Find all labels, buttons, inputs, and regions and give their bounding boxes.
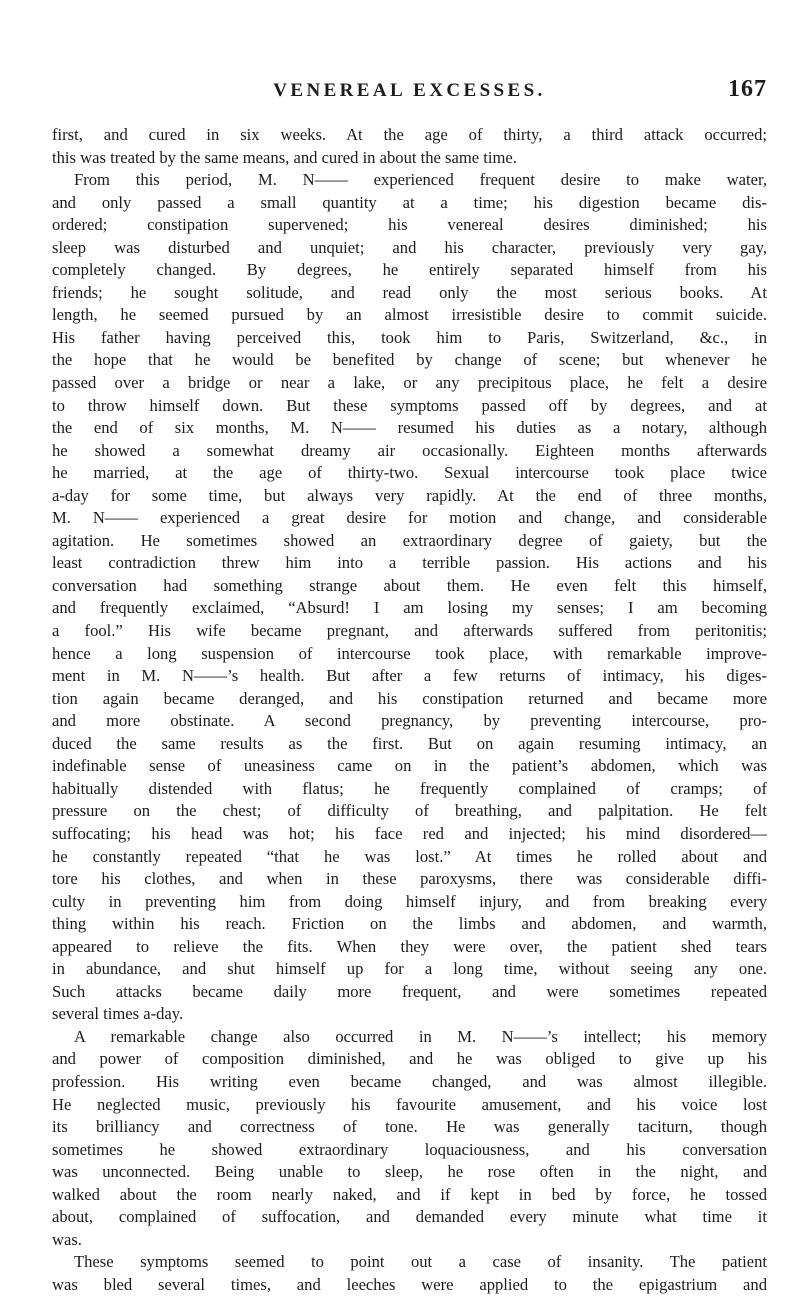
text-line: appeared to relieve the fits. When they were over, the patient shed tears — [52, 936, 767, 956]
text-line: habitually distended with flatus; he frequently complained of cramps; of — [52, 778, 767, 798]
text-line: and only passed a small quantity at a time; his digestion became dis- — [52, 192, 767, 212]
text-line: length, he seemed pursued by an almost irresistible desire to commit suicide. — [52, 305, 767, 325]
text-line: a-day for some time, but always very rapidly. At the end of three months, — [52, 485, 767, 505]
text-line: suffocating; his head was hot; his face red and injected; his mind disordered— — [52, 823, 767, 843]
text-line: and power of composition diminished, and he was obliged to give up his — [52, 1049, 767, 1069]
text-line: several times a-day. — [52, 1004, 184, 1024]
text-line: He neglected music, previously his favourite amusement, and his voice lost — [52, 1094, 767, 1114]
text-line: to throw himself down. But these symptoms passed off by degrees, and at — [52, 395, 767, 415]
text-line: the hope that he would be benefited by change of scene; but whenever he — [52, 350, 767, 370]
text-line: about, complained of suffocation, and demanded every minute what time it — [52, 1207, 767, 1227]
text-line: hence a long suspension of intercourse took place, with remarkable improve- — [52, 643, 767, 663]
text-line: first, and cured in six weeks. At the age of thirty, a third attack occurred; — [52, 125, 767, 144]
text-line: and more obstinate. A second pregnancy, by preventing intercourse, pro- — [52, 711, 767, 731]
text-line: tore his clothes, and when in these paroxysms, there was considerable diffi- — [52, 869, 767, 889]
text-line: M. N—— experienced a great desire for motion and change, and considerable — [52, 508, 767, 528]
text-line: culty in preventing him from doing himself injury, and from breaking every — [52, 891, 767, 911]
text-line: a fool.” His wife became pregnant, and afterwards suffered from peritonitis; — [52, 621, 767, 641]
text-line: duced the same results as the first. But on again resuming intimacy, an — [52, 733, 767, 753]
text-line: its brilliancy and correctness of tone. He was generally taciturn, though — [52, 1117, 767, 1137]
text-line: friends; he sought solitude, and read only the most serious books. At — [52, 282, 767, 302]
text-line: was bled several times, and leeches were applied to the epigastrium and — [52, 1274, 767, 1294]
text-line: ment in M. N——’s health. But after a few returns of intimacy, his diges- — [52, 666, 767, 686]
text-line: walked about the room nearly naked, and if kept in bed by force, he tossed — [52, 1184, 767, 1204]
text-line: agitation. He sometimes showed an extraordinary degree of gaiety, but the — [52, 530, 767, 550]
text-line: he married, at the age of thirty-two. Sexual intercourse took place twice — [52, 463, 767, 483]
body-text — [52, 124, 767, 1296]
text-line: in abundance, and shut himself up for a long time, without seeing any one. — [52, 959, 767, 979]
text-line: was. — [52, 1229, 82, 1249]
text-line: he showed a somewhat dreamy air occasionally. Eighteen months afterwards — [52, 440, 767, 460]
text-line: least contradiction threw him into a terrible passion. His actions and his — [52, 553, 767, 573]
text-line: Such attacks became daily more frequent, and were sometimes repeated — [52, 981, 767, 1001]
text-line: sleep was disturbed and unquiet; and his character, previously very gay, — [52, 237, 767, 257]
page-number: 167 — [728, 76, 767, 102]
text-line: completely changed. By degrees, he entirely separated himself from his — [52, 260, 767, 280]
text-line: His father having perceived this, took him to Paris, Switzerland, &c., in — [52, 327, 767, 347]
text-line: These symptoms seemed to point out a case of insanity. The patient — [74, 1252, 767, 1272]
text-line: ordered; constipation supervened; his venereal desires diminished; his — [52, 215, 767, 235]
text-line: he constantly repeated “that he was lost.” At times he rolled about and — [52, 846, 767, 866]
text-line: From this period, M. N—— experienced frequent desire to make water, — [74, 170, 767, 190]
text-line: the end of six months, M. N—— resumed his duties as a notary, although — [52, 418, 767, 438]
text-line: pressure on the chest; of difficulty of breathing, and palpitation. He felt — [52, 801, 767, 821]
text-line: A remarkable change also occurred in M. N——’s intellect; his memory — [74, 1026, 767, 1046]
text-line: profession. His writing even became changed, and was almost illegible. — [52, 1071, 767, 1091]
text-line: and frequently exclaimed, “Absurd! I am losing my senses; I am becoming — [52, 598, 767, 618]
text-line: indefinable sense of uneasiness came on in the patient’s abdomen, which was — [52, 756, 767, 776]
text-line: conversation had something strange about them. He even felt this himself, — [52, 575, 767, 595]
text-line: was unconnected. Being unable to sleep, he rose often in the night, and — [52, 1162, 767, 1182]
text-line: thing within his reach. Friction on the limbs and abdomen, and warmth, — [52, 914, 767, 934]
text-line: this was treated by the same means, and cured in about the same time. — [52, 147, 517, 167]
running-head — [52, 76, 767, 110]
text-line: passed over a bridge or near a lake, or any precipitous place, he felt a desire — [52, 373, 767, 393]
running-title: VENEREAL EXCESSES. — [273, 80, 546, 101]
text-line: tion again became deranged, and his constipation returned and became more — [52, 688, 767, 708]
text-line: sometimes he showed extraordinary loquaciousness, and his conversation — [52, 1139, 767, 1159]
